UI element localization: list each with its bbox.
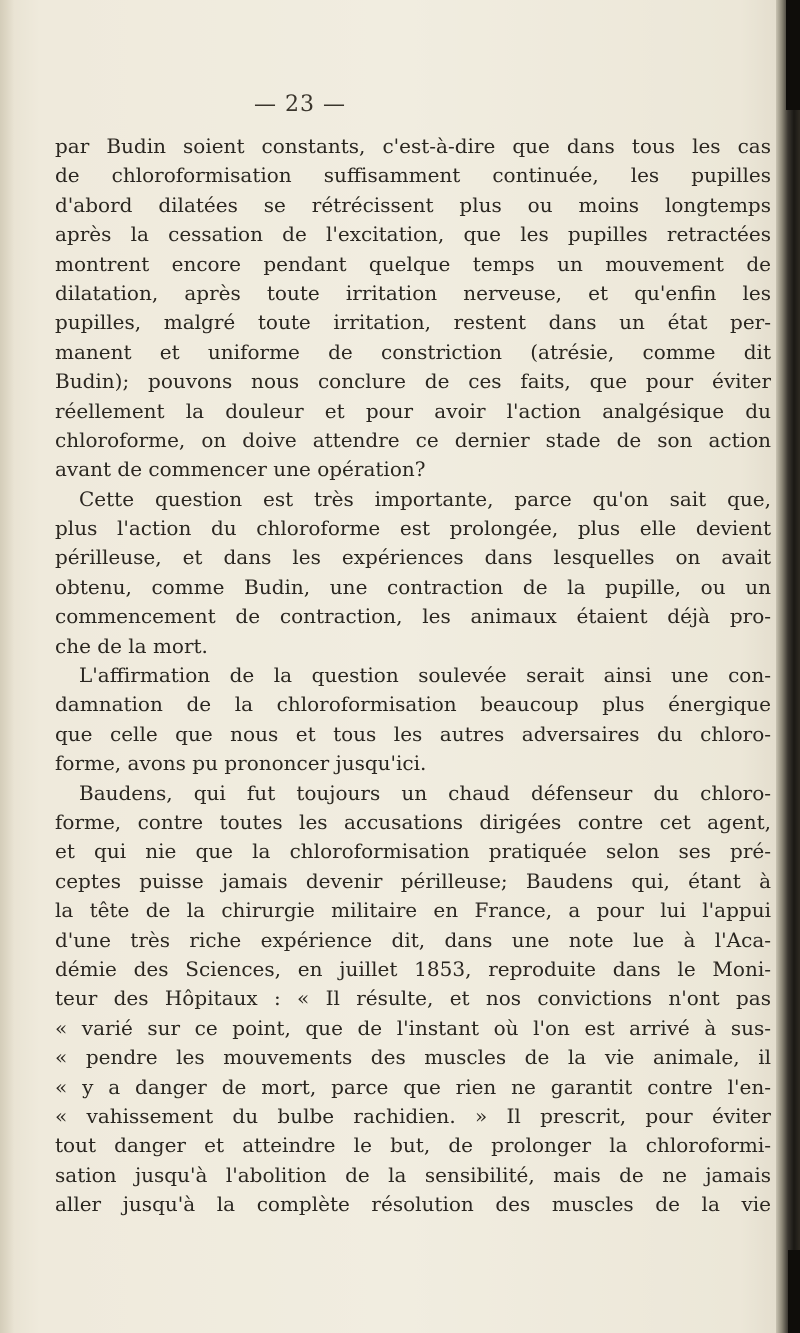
text-line: périlleuse, et dans les expériences dans lesquelles on avait [55, 545, 771, 570]
text-line: avant de commencer une opération? [55, 457, 426, 482]
text-line: dilatation, après toute irritation nerveuse, et qu'enfin les [55, 280, 771, 305]
text-line: damnation de la chloroformisation beaucoup plus énergique [55, 692, 771, 717]
text-line: forme, contre toutes les accusations dirigées contre cet agent, [55, 809, 771, 834]
text-line: aller jusqu'à la complète résolution des muscles de la vie [55, 1192, 771, 1217]
text-line: plus l'action du chloroforme est prolongée, plus elle devient [55, 516, 771, 541]
text-line: montrent encore pendant quelque temps un mouvement de [55, 251, 771, 276]
text-line: « pendre les mouvements des muscles de la vie animale, il [55, 1045, 771, 1070]
page-left-shadow [0, 0, 14, 1333]
text-line: Budin); pouvons nous conclure de ces faits, que pour éviter [55, 369, 771, 394]
text-line: obtenu, comme Budin, une contraction de la pupille, ou un [55, 574, 771, 599]
text-line: « varié sur ce point, que de l'instant où l'on est arrivé à sus- [55, 1015, 771, 1040]
text-line: d'une très riche expérience dit, dans une note lue à l'Aca- [55, 927, 771, 952]
binding-edge [776, 0, 800, 1333]
text-line: de chloroformisation suffisamment continuée, les pupilles [55, 163, 771, 188]
text-line: d'abord dilatées se rétrécissent plus ou moins longtemps [55, 192, 771, 217]
text-line: L'affirmation de la question soulevée serait ainsi une con- [79, 663, 771, 688]
text-line: après la cessation de l'excitation, que les pupilles retractées [55, 222, 771, 247]
text-line: Baudens, qui fut toujours un chaud défenseur du chloro- [79, 780, 771, 805]
text-line: forme, avons pu prononcer jusqu'ici. [55, 751, 427, 776]
text-line: la tête de la chirurgie militaire en France, a pour lui l'appui [55, 898, 771, 923]
page-number: — 23 — [254, 92, 346, 117]
text-line: chloroforme, on doive attendre ce dernier stade de son action [55, 427, 771, 452]
text-line: par Budin soient constants, c'est-à-dire que dans tous les cas [55, 134, 771, 158]
text-line: teur des Hôpitaux : « Il résulte, et nos convictions n'ont pas [55, 986, 771, 1011]
text-line: « y a danger de mort, parce que rien ne garantit contre l'en- [55, 1074, 771, 1099]
text-line: démie des Sciences, en juillet 1853, reproduite dans le Moni- [55, 956, 771, 981]
text-line: ceptes puisse jamais devenir périlleuse; Baudens qui, étant à [55, 868, 771, 893]
text-line: réellement la douleur et pour avoir l'action analgésique du [55, 398, 771, 423]
text-line: Cette question est très importante, parce qu'on sait que, [79, 486, 771, 511]
text-line: commencement de contraction, les animaux étaient déjà pro- [55, 604, 771, 629]
binding-shadow-top [786, 0, 800, 110]
text-line: « vahissement du bulbe rachidien. » Il prescrit, pour éviter [55, 1103, 771, 1128]
text-line: manent et uniforme de constriction (atrésie, comme dit [55, 339, 771, 364]
text-line: et qui nie que la chloroformisation pratiquée selon ses pré- [55, 839, 771, 864]
text-line: tout danger et atteindre le but, de prolonger la chloroformi- [55, 1133, 771, 1158]
body-text [55, 132, 771, 1219]
text-line: que celle que nous et tous les autres adversaires du chloro- [55, 721, 771, 746]
text-line: pupilles, malgré toute irritation, restent dans un état per- [55, 310, 771, 335]
text-line: che de la mort. [55, 633, 208, 658]
binding-shadow-bottom [788, 1250, 800, 1333]
text-line: sation jusqu'à l'abolition de la sensibilité, mais de ne jamais [55, 1162, 771, 1187]
